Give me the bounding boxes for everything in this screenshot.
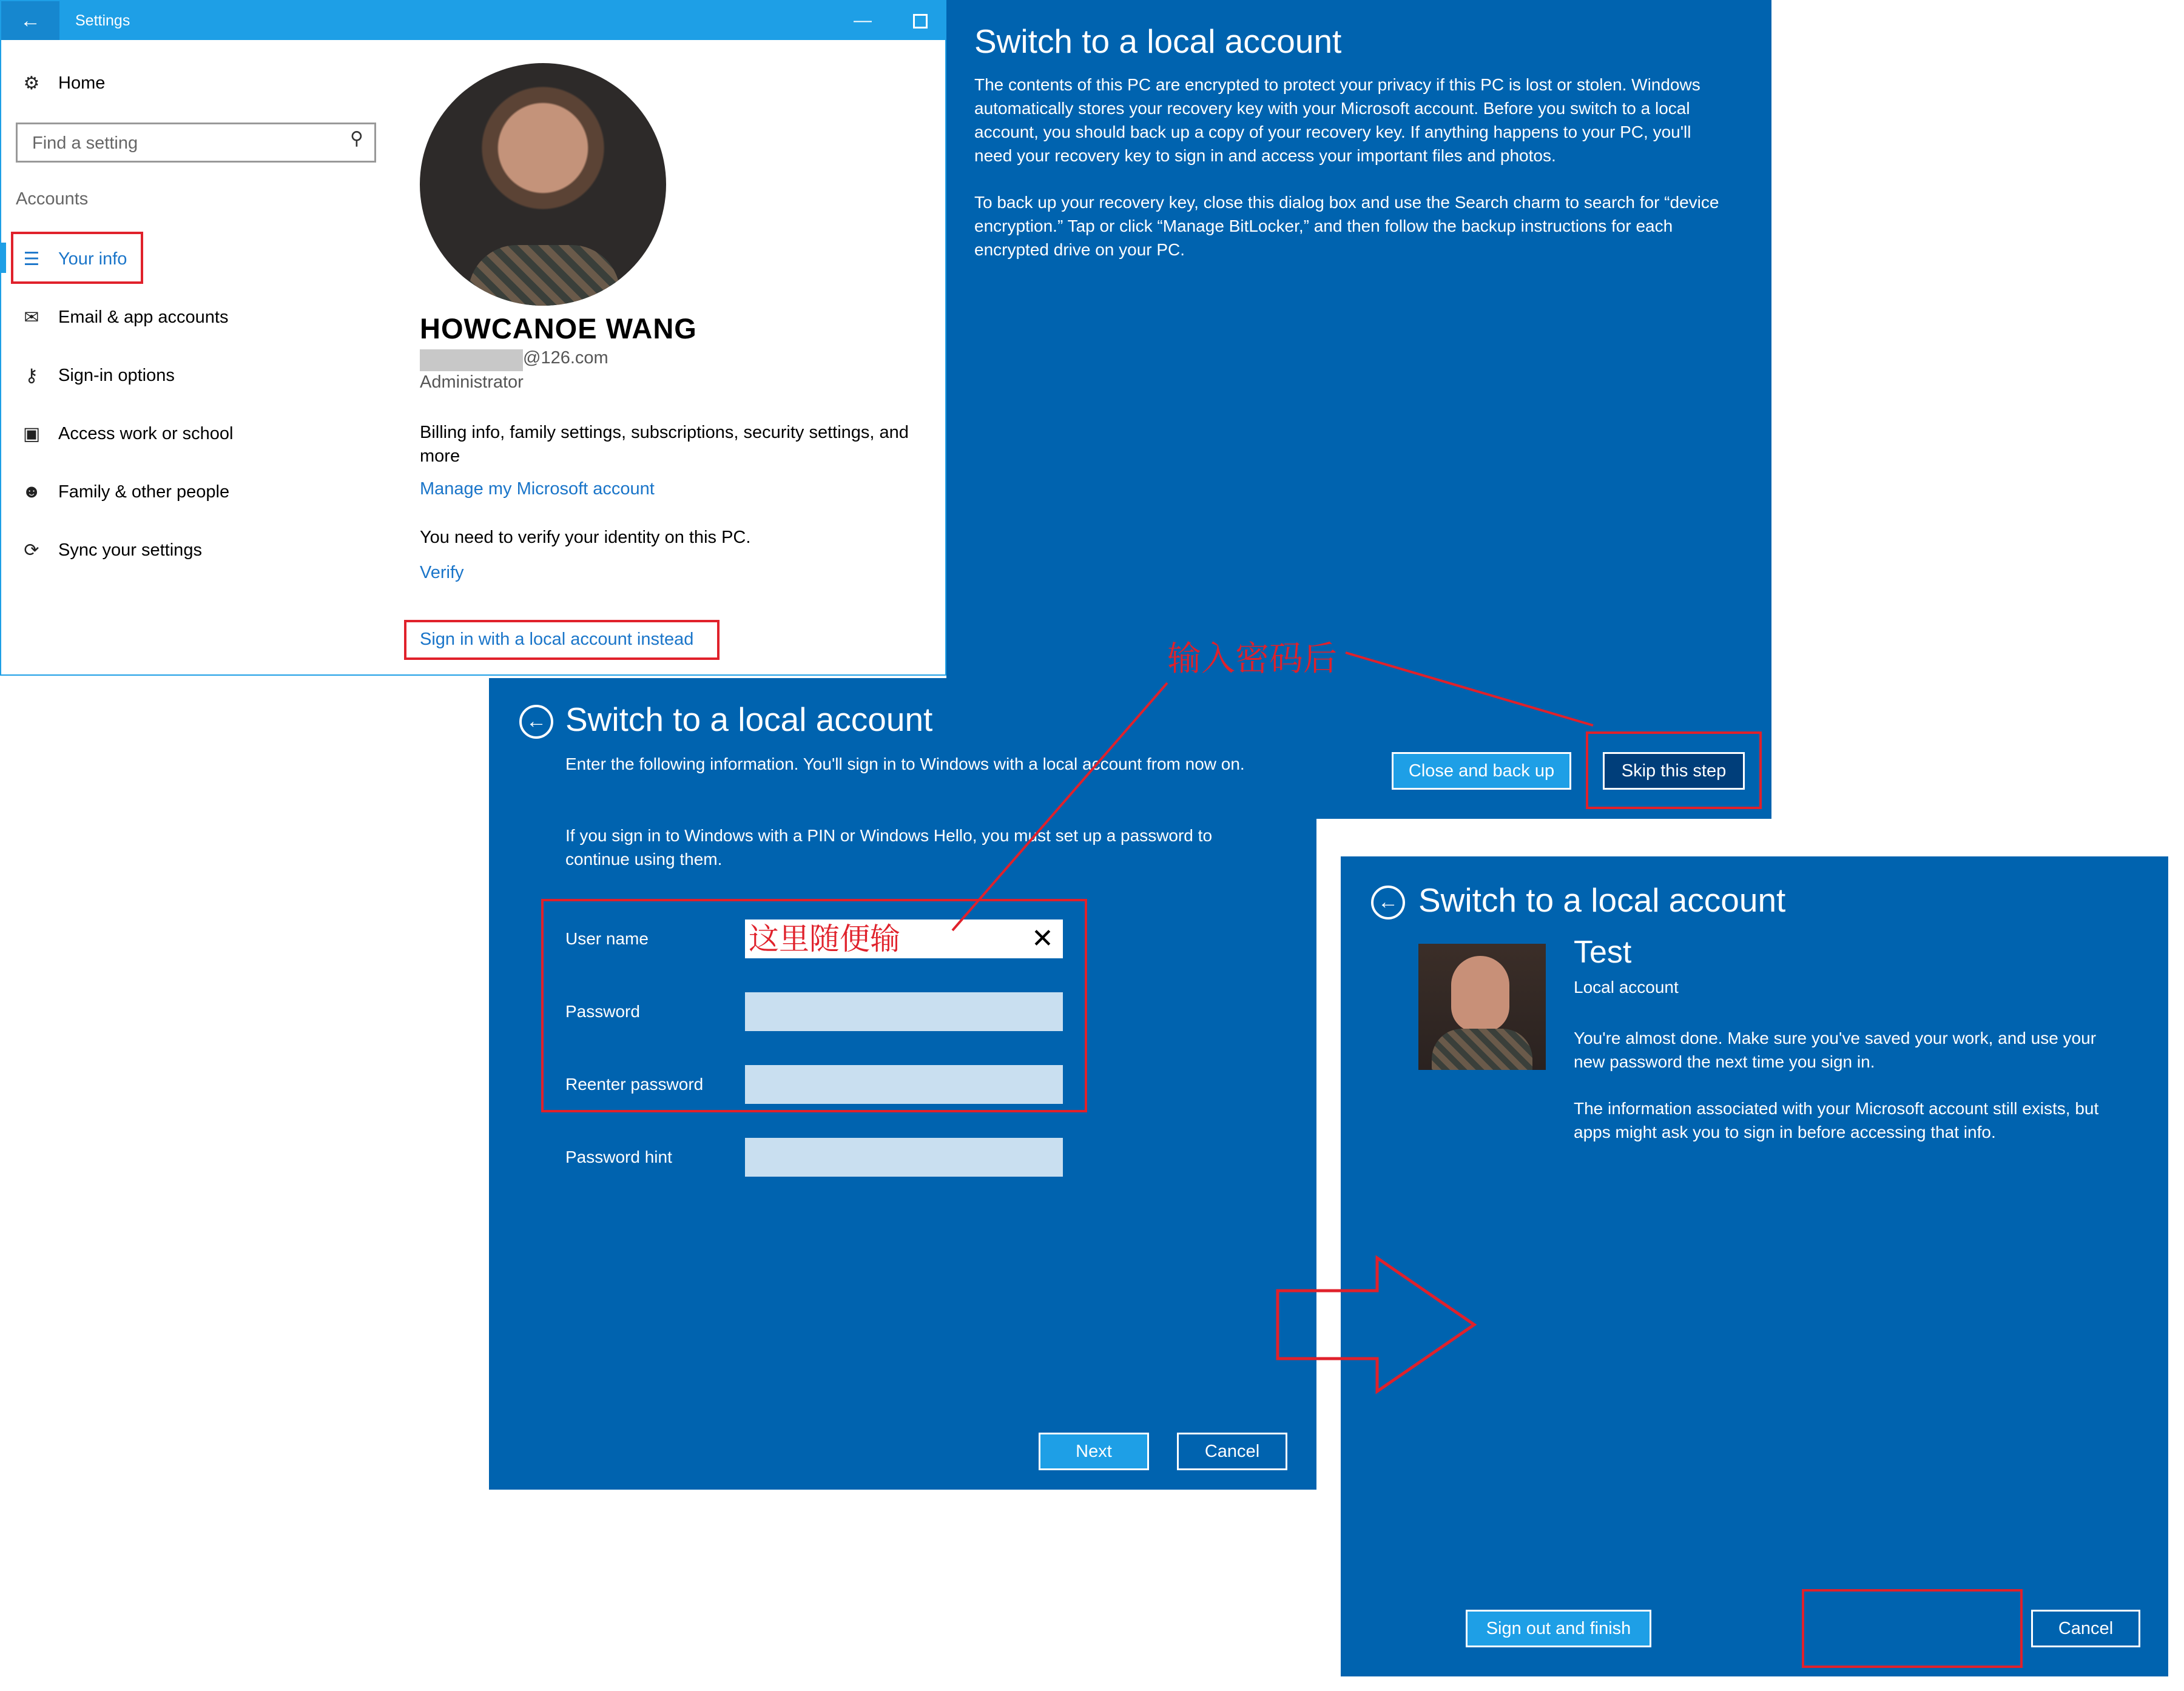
email-domain: @126.com [523,348,608,368]
account-role: Administrator [420,372,524,392]
dialog-title: Switch to a local account [974,22,1342,60]
finish-paragraph-1: You're almost done. Make sure you've saved your work, and use your new password the next time you sign in. [1574,1029,2097,1071]
avatar [1418,944,1546,1070]
verify-message: You need to verify your identity on this PC. [420,528,751,547]
cancel-button[interactable]: Cancel [2031,1610,2140,1647]
account-type: Local account [1574,978,1679,997]
sidebar-item-sign-in[interactable] [17,354,175,397]
section-header: Accounts [16,189,89,209]
nav-home-label: Home [58,73,106,93]
mail-icon: ✉ [24,307,39,328]
sidebar-item-label: Access work or school [58,423,234,443]
username-value: 这里随便输 [749,921,900,956]
search-box[interactable] [16,123,376,163]
sidebar-item-email[interactable] [17,296,228,338]
key-icon: ⚷ [25,365,38,386]
close-and-backup-button[interactable]: Close and back up [1392,752,1571,790]
sidebar-item-sync[interactable] [17,529,202,571]
settings-window [0,0,946,676]
sidebar-item-label: Sign-in options [58,365,175,385]
highlight-box-your-info [11,232,143,284]
person-add-icon: ☻ [22,482,41,502]
gear-icon: ⚙ [23,73,40,93]
sign-out-and-finish-button[interactable]: Sign out and finish [1466,1610,1651,1647]
sync-icon: ⟳ [24,540,39,560]
window-title: Settings [75,12,130,29]
sidebar-item-work[interactable] [17,412,234,455]
highlight-box-skip [1586,731,1762,809]
avatar [420,63,666,306]
dialog-title: Switch to a local account [565,701,933,738]
reenter-password-label: Reenter password [565,1075,704,1094]
username-field[interactable] [745,919,1063,958]
person-card-icon: ☰ [23,249,40,269]
local-account-form-dialog [489,678,1316,1490]
briefcase-icon: ▣ [22,423,41,444]
verify-link[interactable]: Verify [420,563,464,582]
recovery-paragraph-2: To back up your recovery key, close this dialog box and use the Search charm to search for “device encryption.” Tap or click “Manage BitLocker,” and then follow the backup instructions for each encrypted drive on your PC. [974,193,1719,259]
title-bar [1,1,945,40]
cancel-button[interactable]: Cancel [1177,1433,1287,1470]
annotation-text: 输入密码后 [1167,639,1337,679]
password-hint-field[interactable] [745,1138,1063,1177]
sidebar-item-label: Family & other people [58,482,230,502]
billing-description: Billing info, family settings, subscriptions, security settings, and more [420,423,909,466]
recovery-paragraph-1: The contents of this PC are encrypted to protect your privacy if this PC is lost or stolen. Windows automatically stores your recovery key with your Microsoft account. Before you switch to a local account, you should back up a copy of your recovery key. If anything happens to your PC, you'll need your recovery key to sign in and access your important files and photos. [974,75,1700,165]
sidebar-item-label: Sync your settings [58,540,202,560]
highlight-box-finish [1802,1589,2023,1668]
selection-indicator [1,243,6,273]
manage-account-link[interactable]: Manage my Microsoft account [420,479,655,499]
reenter-password-field[interactable] [745,1065,1063,1104]
search-icon[interactable]: ⚲ [350,129,363,149]
dialog-title: Switch to a local account [1418,881,1786,919]
maximize-icon[interactable] [905,6,934,35]
user-name: HOWCANOE WANG [420,312,697,345]
sidebar-item-label: Your info [58,249,127,269]
username-label: User name [565,929,649,948]
back-circle-icon[interactable]: ← [519,705,553,739]
search-input[interactable] [31,130,337,156]
sidebar-item-family[interactable] [17,471,229,513]
highlight-box-local-link [404,620,720,660]
form-paragraph-1: Enter the following information. You'll sign in to Windows with a local account from now on. [565,755,1245,773]
nav-home[interactable] [17,62,105,104]
back-circle-icon[interactable]: ← [1371,886,1405,919]
sidebar-item-label: Email & app accounts [58,307,229,327]
skip-step-button[interactable]: Skip this step [1603,752,1745,790]
next-button[interactable]: Next [1039,1433,1149,1470]
form-paragraph-2: If you sign in to Windows with a PIN or Windows Hello, you must set up a password to continue using them. [565,826,1213,869]
account-name: Test [1574,935,1632,970]
finish-paragraph-2: The information associated with your Microsoft account still exists, but apps might ask you to sign in before accessing that info. [1574,1099,2099,1141]
password-field[interactable] [745,992,1063,1031]
back-arrow-icon[interactable]: ← [1,1,59,40]
password-label: Password [565,1002,640,1021]
close-icon[interactable]: ✕ [1031,924,1054,953]
local-account-link[interactable]: Sign in with a local account instead [420,630,694,649]
minimize-icon[interactable]: — [854,10,872,30]
password-hint-label: Password hint [565,1148,672,1166]
email-redaction [420,349,523,371]
